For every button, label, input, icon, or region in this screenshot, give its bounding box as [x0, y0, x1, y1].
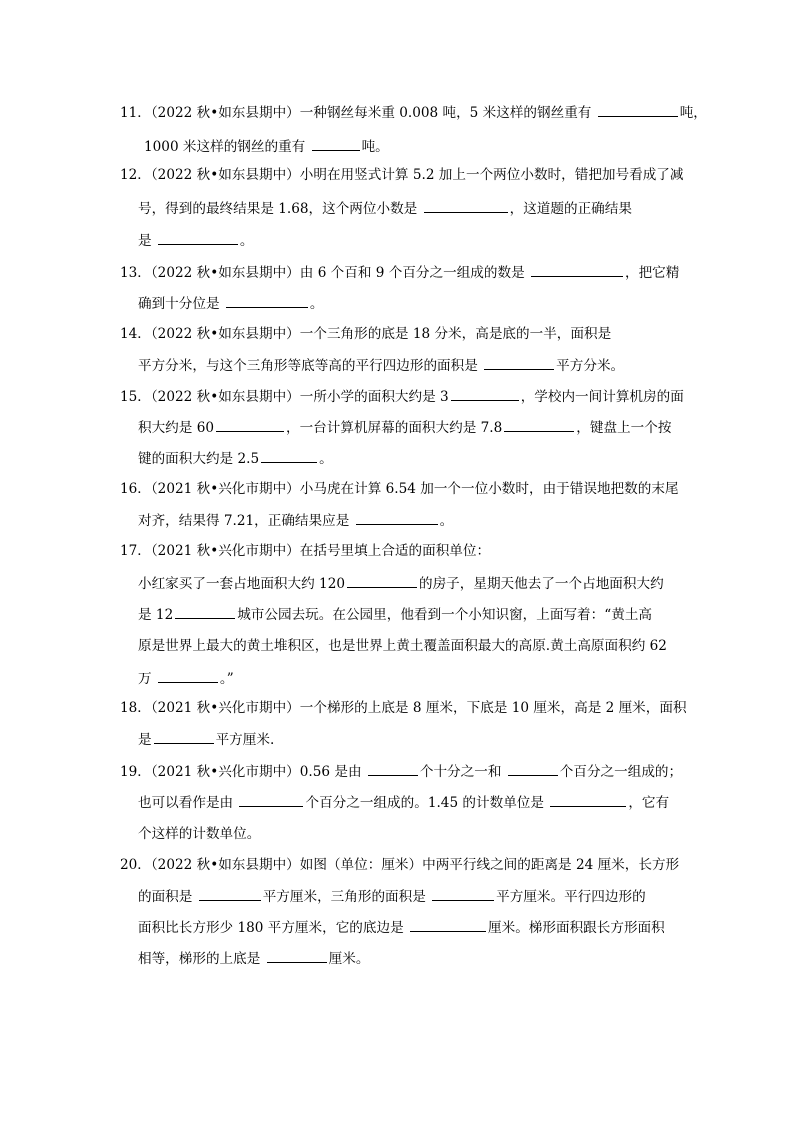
problem-14-line-2 [138, 355, 624, 376]
problem-text: 11．（2022 秋•如东县期中）一种钢丝每米重 0.008 吨，5 米这样的钢丝重有 [120, 105, 596, 121]
answer-blank[interactable] [261, 448, 317, 463]
problem-text: 厘米。梯形面积跟长方形面积 [488, 920, 665, 936]
problem-text: 号，得到的最终结果是 1.68，这个两位小数是 [138, 201, 422, 217]
problem-text: 是 [138, 732, 152, 748]
problem-text: 小红家买了一套占地面积大约 120 [138, 576, 345, 592]
answer-blank[interactable] [312, 136, 360, 151]
problem-text: ，把它精 [625, 265, 680, 281]
answer-blank[interactable] [239, 792, 303, 807]
problem-text: 个百分之一组成的。1.45 的计数单位是 [305, 795, 549, 811]
problem-text: 也可以看作是由 [138, 795, 238, 811]
answer-blank[interactable] [368, 761, 418, 776]
answer-blank[interactable] [432, 886, 494, 901]
problem-11-line-1 [120, 102, 707, 123]
problem-19-line-1 [120, 761, 682, 782]
problem-text: 城市公园去玩。在公园里，他看到一个小知识窗，上面写着：“黄土高 [237, 607, 652, 623]
problem-text: 原是世界上最大的黄土堆积区，也是世界上黄土覆盖面积最大的高原.黄土高原面积约 62 [138, 638, 667, 654]
answer-blank[interactable] [154, 729, 214, 744]
answer-blank[interactable] [424, 198, 508, 213]
problem-13-line-2 [138, 293, 323, 314]
problem-text: 19．（2021 秋•兴化市期中）0.56 是由 [120, 764, 366, 780]
problem-20-line-1 [120, 855, 679, 875]
answer-blank[interactable] [451, 386, 519, 401]
problem-text: 个百分之一组成的； [559, 764, 683, 780]
answer-blank[interactable] [175, 604, 235, 619]
answer-blank[interactable] [410, 917, 486, 932]
problem-text: 吨， [679, 105, 707, 121]
problem-19-line-3 [138, 824, 260, 844]
answer-blank[interactable] [504, 417, 574, 432]
problem-20-line-4 [138, 948, 369, 969]
problem-11-line-2 [144, 136, 389, 157]
problem-15-line-3 [138, 448, 333, 469]
problem-text: ，学校内一间计算机房的面 [520, 389, 684, 405]
problem-12-line-2 [138, 198, 632, 219]
answer-blank[interactable] [550, 792, 626, 807]
problem-text: 键的面积大约是 2.5 [138, 451, 260, 467]
problem-text: 的房子，星期天他去了一个占地面积大约 [419, 576, 664, 592]
problem-text: 面积比长方形少 180 平方厘米，它的底边是 [138, 920, 409, 936]
problem-text: 的面积是 [138, 889, 197, 905]
problem-text: 确到十分位是 [138, 296, 224, 312]
problem-text: 16．（2021 秋•兴化市期中）小马虎在计算 6.54 加一个一位小数时，由于错误地把数的末尾 [120, 481, 679, 497]
problem-text: 。 [239, 233, 254, 249]
problem-17-line-4 [138, 636, 667, 656]
problem-20-line-2 [138, 886, 646, 907]
problem-16-line-1 [120, 479, 679, 499]
problem-text: 积大约是 60 [138, 420, 214, 436]
problem-12-line-1 [120, 165, 683, 185]
answer-blank[interactable] [158, 668, 218, 683]
problem-text: ，这道题的正确结果 [509, 201, 632, 217]
problem-text: 厘米。 [328, 951, 370, 967]
problem-text: 万 [138, 671, 156, 687]
problem-text: 20．（2022 秋•如东县期中）如图（单位：厘米）中两平行线之间的距离是 24 厘米，长方形 [120, 857, 680, 873]
problem-text: 14．（2022 秋•如东县期中）一个三角形的底是 18 分米，高是底的一半，面积是 [120, 326, 612, 342]
problem-12-line-3 [138, 230, 254, 251]
problem-text: 个十分之一和 [419, 764, 506, 780]
problem-text: 相等，梯形的上底是 [138, 951, 265, 967]
answer-blank[interactable] [508, 761, 558, 776]
problem-text: 平方分米。 [556, 358, 625, 374]
problem-text: 。 [319, 451, 333, 467]
problem-text: 15．（2022 秋•如东县期中）一所小学的面积大约是 3 [120, 389, 449, 405]
problem-16-line-2 [138, 510, 453, 531]
problem-text: 是 [138, 233, 156, 249]
answer-blank[interactable] [598, 102, 678, 117]
problem-15-line-1 [120, 386, 684, 407]
answer-blank[interactable] [199, 886, 261, 901]
problem-text: 是 12 [138, 607, 174, 623]
problem-text: 。” [219, 671, 234, 687]
problem-text: 。 [309, 296, 324, 312]
problem-text: 平方厘米. [215, 732, 275, 748]
problem-text: 对齐，结果得 7.21，正确结果应是 [138, 513, 354, 529]
answer-blank[interactable] [226, 293, 308, 308]
answer-blank[interactable] [356, 510, 438, 525]
answer-blank[interactable] [158, 230, 238, 245]
problem-19-line-2 [138, 792, 669, 813]
answer-blank[interactable] [484, 355, 554, 370]
answer-blank[interactable] [347, 573, 417, 588]
problem-text: 12．（2022 秋•如东县期中）小明在用竖式计算 5.2 加上一个两位小数时，错把加号看成了减 [120, 167, 684, 183]
problem-17-line-5 [138, 668, 234, 689]
problem-15-line-2 [138, 417, 671, 438]
problem-text: 吨。 [361, 139, 389, 155]
problem-text: ，它有 [628, 795, 670, 811]
problem-text: ，键盘上一个按 [576, 420, 672, 436]
problem-text: 平方分米，与这个三角形等底等高的平行四边形的面积是 [138, 358, 483, 374]
problem-14-line-1 [120, 324, 611, 344]
answer-blank[interactable] [531, 262, 623, 277]
problem-text: ，一台计算机屏幕的面积大约是 7.8 [286, 420, 503, 436]
problem-text: 1000 米这样的钢丝的重有 [144, 139, 310, 155]
problem-text: 平方厘米。平行四边形的 [496, 889, 646, 905]
problem-text: 18．（2021 秋•兴化市期中）一个梯形的上底是 8 厘米，下底是 10 厘米，高是 2 厘米，面积 [120, 700, 687, 716]
problem-20-line-3 [138, 917, 665, 938]
problem-13-line-1 [120, 262, 679, 283]
problem-18-line-2 [138, 729, 274, 750]
answer-blank[interactable] [216, 417, 284, 432]
problem-18-line-1 [120, 698, 687, 718]
problem-17-line-1 [120, 541, 490, 561]
problem-text: 平方厘米，三角形的面积是 [262, 889, 431, 905]
problem-text: 个这样的计数单位。 [138, 826, 261, 842]
problem-text: 13．（2022 秋•如东县期中）由 6 个百和 9 个百分之一组成的数是 [120, 265, 529, 281]
problem-17-line-2 [138, 573, 664, 594]
problem-text: 。 [439, 513, 454, 529]
answer-blank[interactable] [267, 948, 327, 963]
problem-17-line-3 [138, 604, 652, 625]
problem-text: 17．（2021 秋•兴化市期中）在括号里填上合适的面积单位： [120, 543, 491, 559]
